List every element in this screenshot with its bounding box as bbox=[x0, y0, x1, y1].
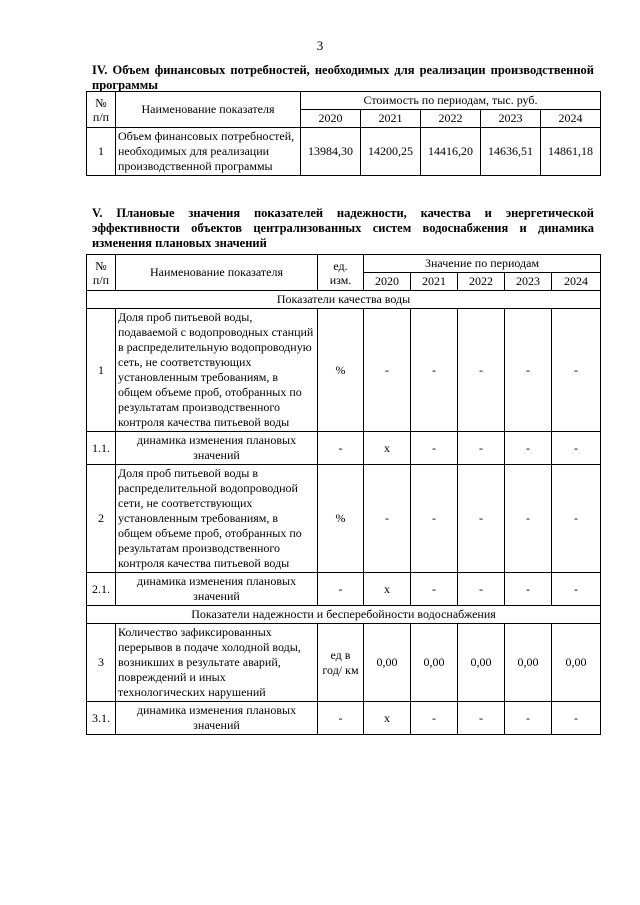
year-header: 2020 bbox=[364, 273, 411, 291]
section-5-title: V. Плановые значения показателей надежности, качества и энергетической эффективности объектов централизованных систем водоснабжения и динамика изменения плановых значений bbox=[92, 206, 594, 250]
row-name: Объем финансовых потребностей, необходимых для реализации производственной программы bbox=[116, 128, 301, 176]
table-row bbox=[87, 309, 601, 432]
group-header-reliability: Показатели надежности и бесперебойности водоснабжения bbox=[87, 606, 601, 624]
row-value: - bbox=[364, 465, 411, 573]
row-name: Доля проб питьевой воды, подаваемой с водопроводных станций в распределительную водопроводную сеть, не соответствующих установленным требованиям, в общем объеме проб, отобранных по результатам производственного контроля качества питьевой воды bbox=[116, 309, 318, 432]
section-4-title: IV. Объем финансовых потребностей, необходимых для реализации производственной программы bbox=[92, 63, 594, 92]
year-header: 2021 bbox=[361, 110, 421, 128]
row-value: 0,00 bbox=[552, 624, 601, 702]
table-row bbox=[87, 432, 601, 465]
year-header: 2023 bbox=[481, 110, 541, 128]
col-values-header: Значение по периодам bbox=[364, 255, 601, 273]
row-num: 1.1. bbox=[87, 432, 116, 465]
table-row bbox=[87, 573, 601, 606]
col-cost-header: Стоимость по периодам, тыс. руб. bbox=[301, 92, 601, 110]
row-unit: - bbox=[318, 702, 364, 735]
financial-needs-table bbox=[86, 91, 601, 176]
row-value: 0,00 bbox=[364, 624, 411, 702]
row-value: - bbox=[505, 432, 552, 465]
row-value: - bbox=[411, 573, 458, 606]
row-value: - bbox=[505, 573, 552, 606]
row-name: Количество зафиксированных перерывов в подаче холодной воды, возникших в результате аварий, повреждений и иных технологических нарушений bbox=[116, 624, 318, 702]
year-header: 2024 bbox=[541, 110, 601, 128]
row-num: 2.1. bbox=[87, 573, 116, 606]
table-row bbox=[87, 702, 601, 735]
row-value: 0,00 bbox=[411, 624, 458, 702]
row-num: 1 bbox=[87, 128, 116, 176]
row-value: x bbox=[364, 702, 411, 735]
row-value: - bbox=[458, 432, 505, 465]
row-value: - bbox=[411, 432, 458, 465]
row-name: динамика изменения плановых значений bbox=[116, 573, 318, 606]
row-name: динамика изменения плановых значений bbox=[116, 702, 318, 735]
row-name: динамика изменения плановых значений bbox=[116, 432, 318, 465]
row-value: 14636,51 bbox=[481, 128, 541, 176]
row-num: 3 bbox=[87, 624, 116, 702]
col-num-header: № п/п bbox=[87, 255, 116, 291]
page-number: 3 bbox=[316, 38, 324, 53]
col-num-header: № п/п bbox=[87, 92, 116, 128]
row-num: 1 bbox=[87, 309, 116, 432]
row-value: 0,00 bbox=[458, 624, 505, 702]
row-value: - bbox=[552, 573, 601, 606]
row-value: - bbox=[552, 432, 601, 465]
row-value: 14416,20 bbox=[421, 128, 481, 176]
row-value: - bbox=[552, 309, 601, 432]
indicators-table bbox=[86, 254, 601, 735]
col-name-header: Наименование показателя bbox=[116, 255, 318, 291]
row-value: x bbox=[364, 432, 411, 465]
row-name: Доля проб питьевой воды в распределительной водопроводной сети, не соответствующих установленным требованиям, в общем объеме проб, отобранных по результатам производственного контроля качества питьевой воды bbox=[116, 465, 318, 573]
row-value: 0,00 bbox=[505, 624, 552, 702]
row-value: - bbox=[458, 702, 505, 735]
group-header-quality: Показатели качества воды bbox=[87, 291, 601, 309]
row-value: - bbox=[411, 465, 458, 573]
row-unit: - bbox=[318, 432, 364, 465]
row-unit: % bbox=[318, 309, 364, 432]
row-value: - bbox=[458, 573, 505, 606]
row-value: x bbox=[364, 573, 411, 606]
row-value: - bbox=[552, 702, 601, 735]
row-value: - bbox=[458, 309, 505, 432]
row-value: - bbox=[552, 465, 601, 573]
col-unit-header: ед. изм. bbox=[318, 255, 364, 291]
col-name-header: Наименование показателя bbox=[116, 92, 301, 128]
row-value: - bbox=[364, 309, 411, 432]
table-row bbox=[87, 624, 601, 702]
row-unit: ед в год/ км bbox=[318, 624, 364, 702]
row-value: - bbox=[505, 309, 552, 432]
year-header: 2021 bbox=[411, 273, 458, 291]
row-unit: % bbox=[318, 465, 364, 573]
row-value: 13984,30 bbox=[301, 128, 361, 176]
row-value: - bbox=[505, 465, 552, 573]
row-num: 3.1. bbox=[87, 702, 116, 735]
row-num: 2 bbox=[87, 465, 116, 573]
year-header: 2024 bbox=[552, 273, 601, 291]
row-value: 14861,18 bbox=[541, 128, 601, 176]
row-value: - bbox=[411, 309, 458, 432]
row-value: - bbox=[411, 702, 458, 735]
year-header: 2020 bbox=[301, 110, 361, 128]
row-unit: - bbox=[318, 573, 364, 606]
year-header: 2022 bbox=[458, 273, 505, 291]
row-value: - bbox=[505, 702, 552, 735]
row-value: 14200,25 bbox=[361, 128, 421, 176]
table-row bbox=[87, 465, 601, 573]
table-row bbox=[87, 128, 601, 176]
row-value: - bbox=[458, 465, 505, 573]
year-header: 2022 bbox=[421, 110, 481, 128]
year-header: 2023 bbox=[505, 273, 552, 291]
